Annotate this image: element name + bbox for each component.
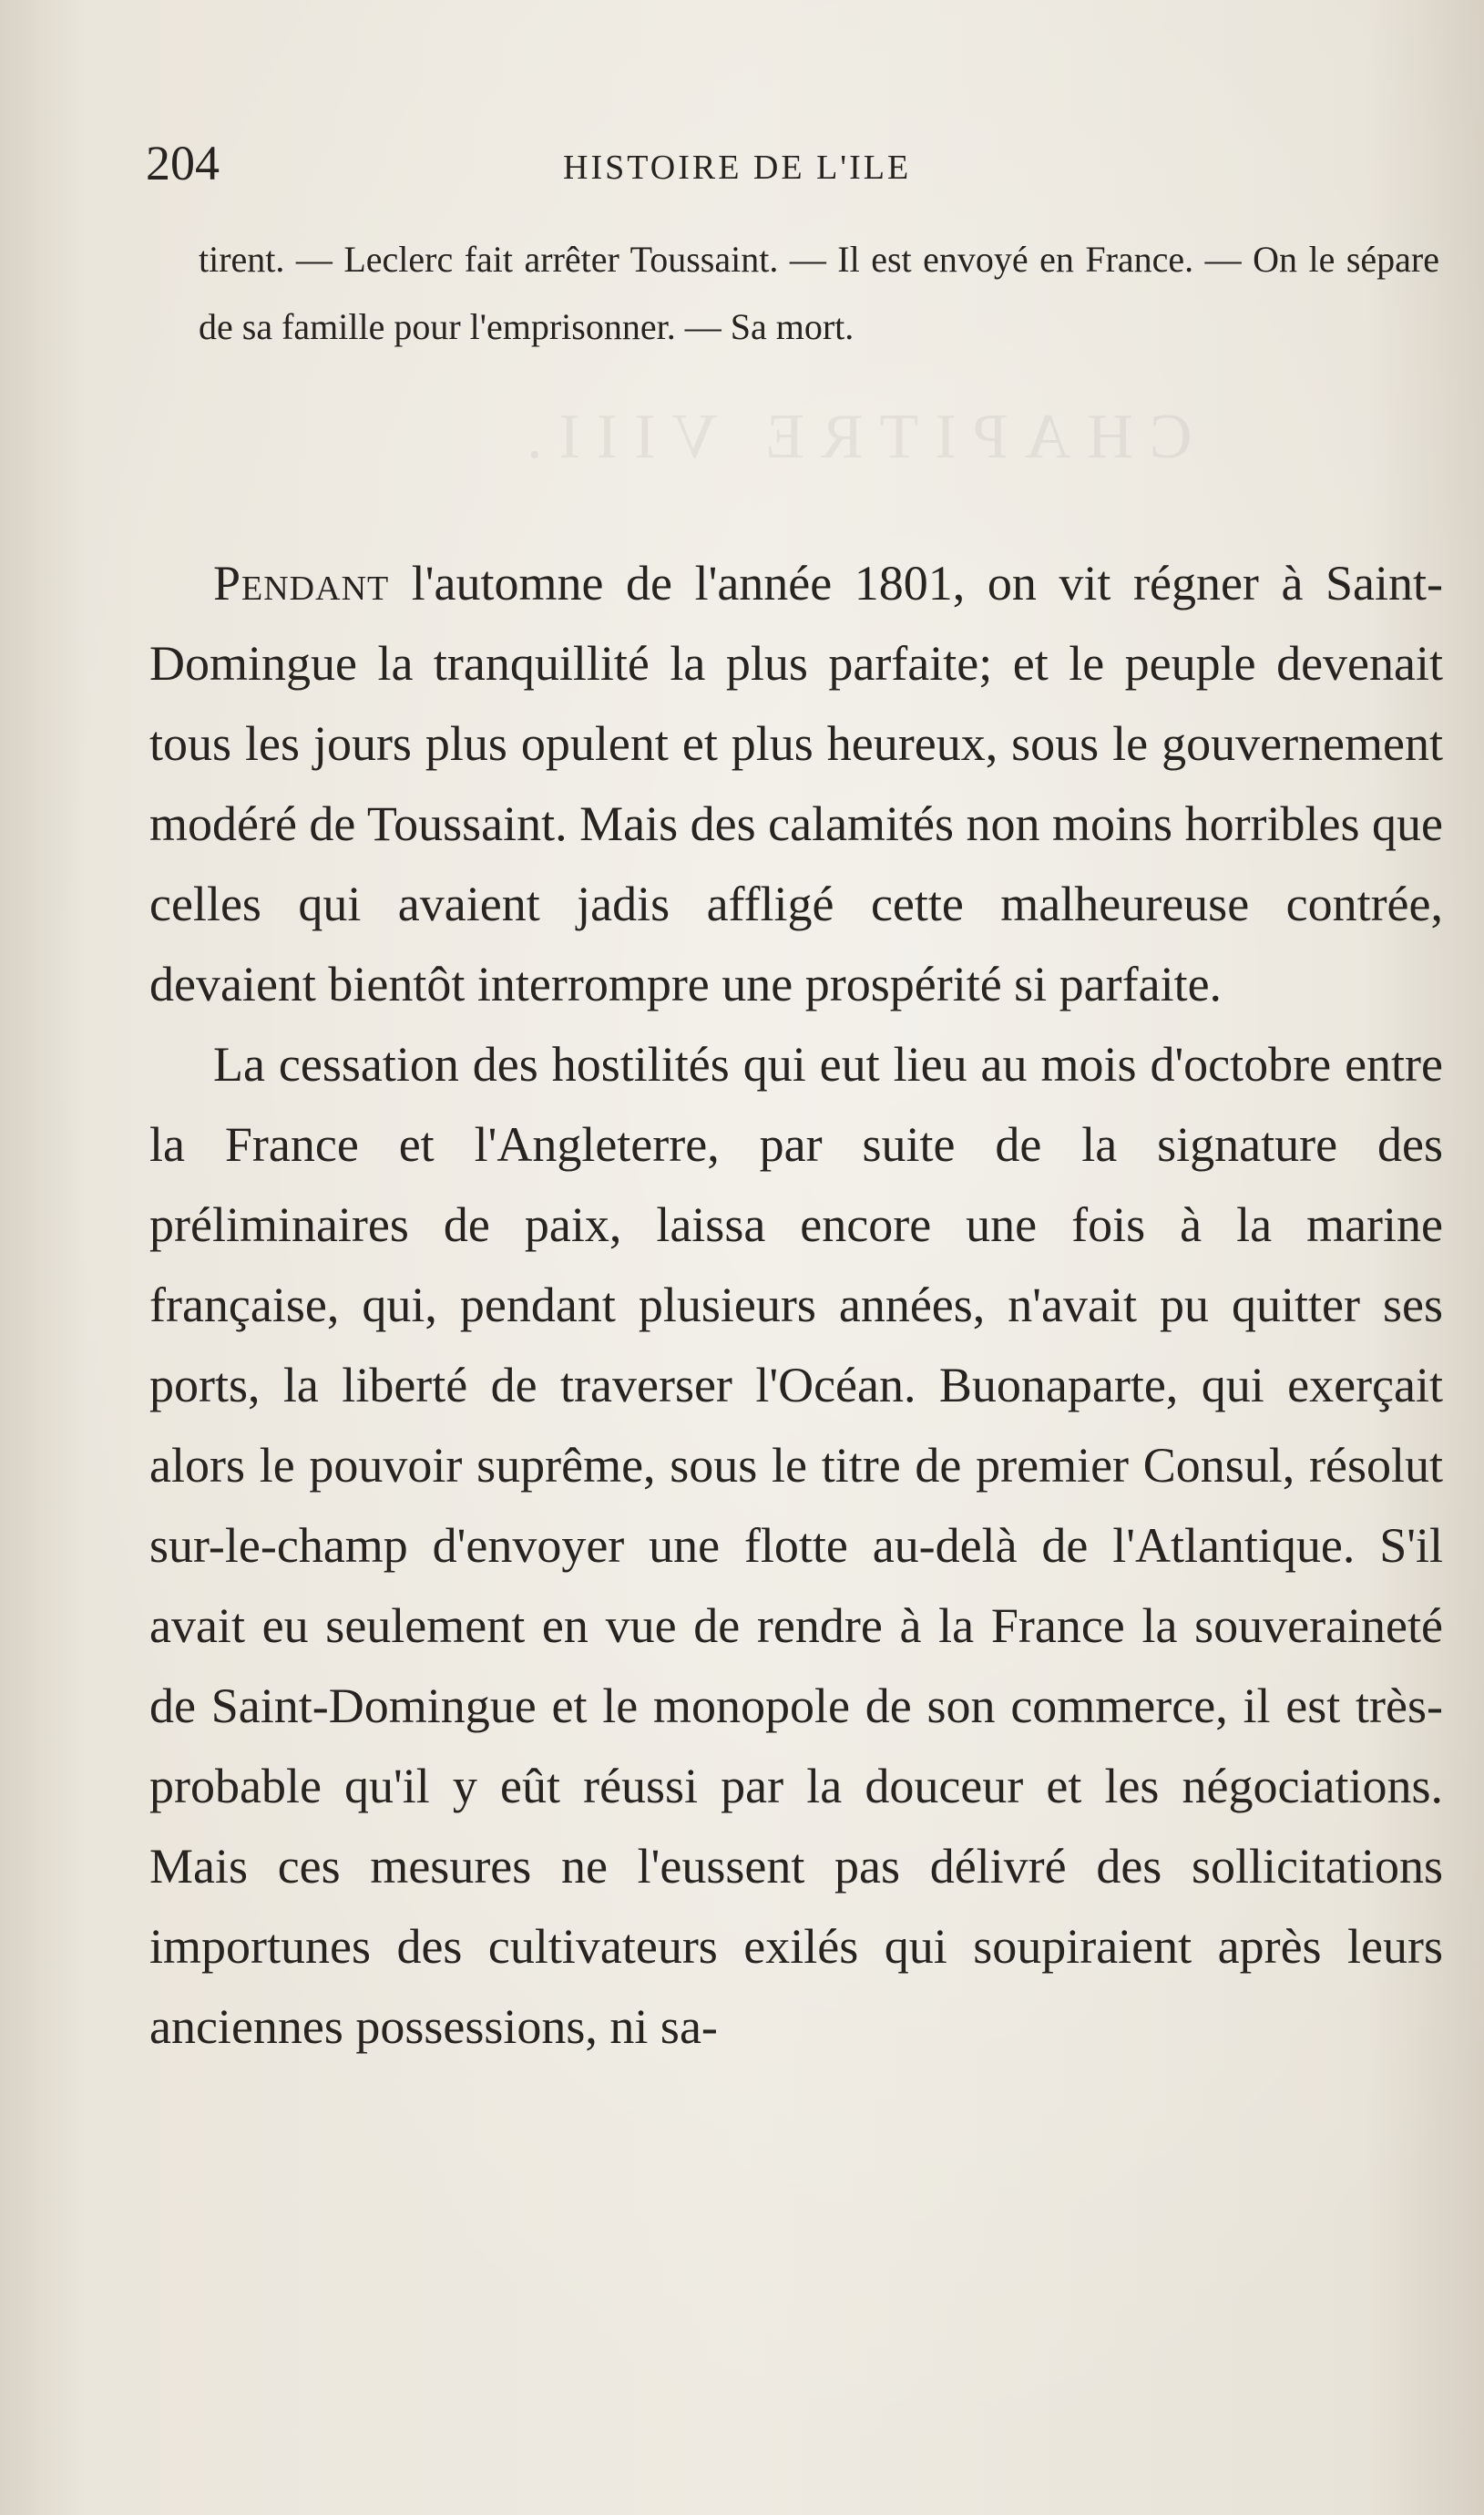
bleed-through-heading: CHAPITRE VIII. <box>510 402 1192 472</box>
page-number: 204 <box>146 136 220 190</box>
paragraph-1-text: l'automne de l'année 1801, on vit régner à Saint-Domingue la tranquillité la plus parfaite; et le peuple devenait tous les jours plus opulent et plus heureux, sous le gouvernement modéré de Toussaint. Mais des calamités non moins horribles que celles qui avaient jadis affligé cette malheureuse contrée, devaient bientôt interrompre une prospérité si parfaite. <box>149 556 1443 1011</box>
body-text <box>149 543 1443 2067</box>
page-header <box>146 135 1330 199</box>
paragraph-2: La cessation des hostilités qui eut lieu au mois d'octobre entre la France et l'Angleterre, par suite de la signature des préliminaires de paix, laissa encore une fois à la marine française, qui, pendant plusieurs années, n'avait pu quitter ses ports, la liberté de traverser l'Océan. Buonaparte, qui exerçait alors le pouvoir suprême, sous le titre de premier Consul, résolut sur-le-champ d'envoyer une flotte au-delà de l'Atlantique. S'il avait eu seulement en vue de rendre à la France la souveraineté de Saint-Domingue et le monopole de son commerce, il est très-probable qu'il y eût réussi par la douceur et les négociations. Mais ces mesures ne l'eussent pas délivré des sollicitations importunes des cultivateurs exilés qui soupiraient après leurs anciennes possessions, ni sa- <box>149 1037 1443 2054</box>
running-title: HISTOIRE DE L'ILE <box>563 149 912 187</box>
chapter-summary: tirent. — Leclerc fait arrêter Toussaint. — Il est envoyé en France. — On le sépare de sa famille pour l'emprisonner. — Sa mort. <box>199 239 1439 347</box>
paragraph-1 <box>149 543 1443 1024</box>
opening-word: Pendant <box>213 556 390 611</box>
